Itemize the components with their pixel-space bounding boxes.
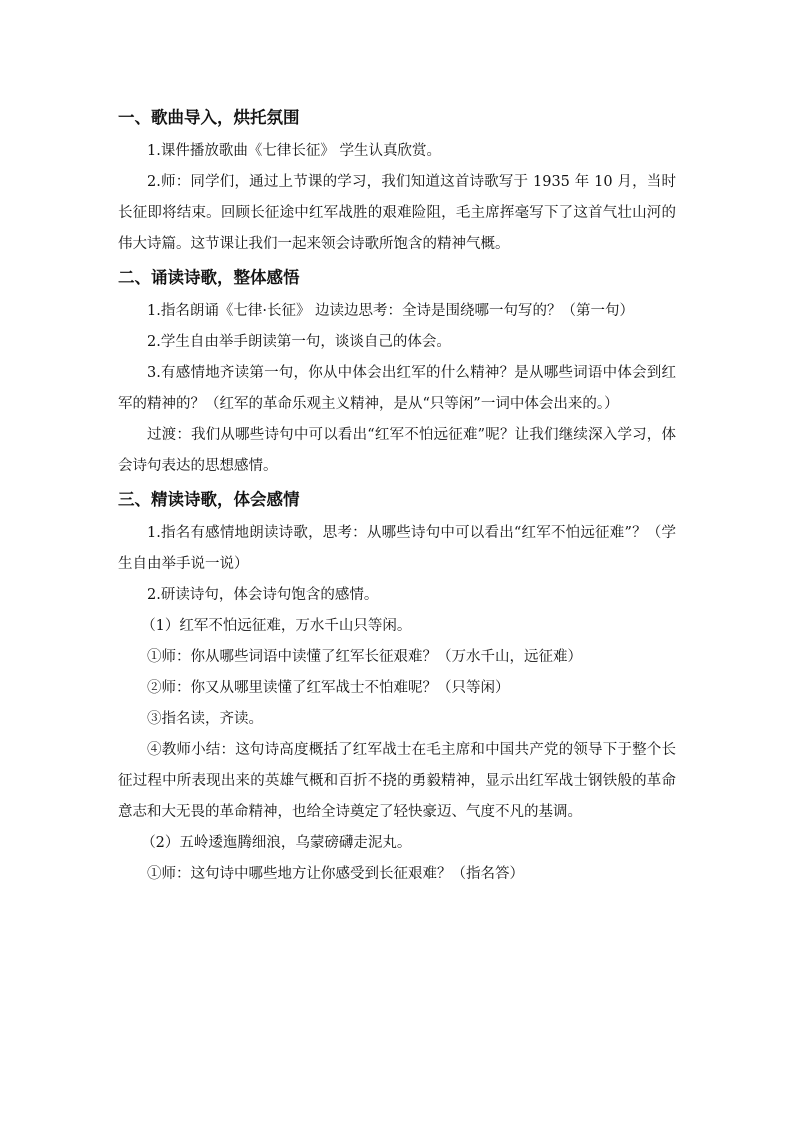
- paragraph: ①师：你从哪些词语中读懂了红军长征艰难？（万水千山，远征难）: [147, 649, 582, 665]
- paragraph: 1.指名朗诵《七律·长征》 边读边思考：全诗是围绕哪一句写的？（第一句）: [147, 303, 635, 319]
- section-heading: 二、诵读诗歌，整体感悟: [118, 268, 300, 287]
- section-recite-poem: [118, 264, 676, 482]
- paragraph: 2.师：同学们，通过上节课的学习，我们知道这首诗歌写于 1935 年 10 月，当时长征即将结束。回顾长征途中红军战胜的艰难险阻，毛主席挥毫写下了这首气壮山河的伟大诗篇。这节课让我们一起来领会诗歌所饱含的精神气概。: [118, 174, 676, 252]
- paragraph: （1）红军不怕远征难，万水千山只等闲。: [141, 618, 412, 634]
- paragraph: ②师：你又从哪里读懂了红军战士不怕难呢？（只等闲）: [147, 680, 510, 696]
- paragraph: ③指名读，齐读。: [147, 711, 263, 727]
- paragraph: 1.指名有感情地朗读诗歌，思考：从哪些诗句中可以看出“红军不怕远征难”？（学生自由举手说一说）: [118, 525, 676, 572]
- paragraph: 1.课件播放歌曲《七律长征》 学生认真欣赏。: [147, 143, 441, 159]
- paragraph: 过渡：我们从哪些诗句中可以看出“红军不怕远征难”呢？让我们继续深入学习，体会诗句表达的思想感情。: [118, 427, 676, 474]
- section-song-intro: [118, 104, 676, 260]
- paragraph: （2）五岭逶迤腾细浪，乌蒙磅礴走泥丸。: [141, 835, 412, 851]
- section-heading: 一、歌曲导入，烘托氛围: [118, 108, 300, 127]
- paragraph: 2.学生自由举手朗读第一句，谈谈自己的体会。: [147, 334, 451, 350]
- paragraph: ④教师小结：这句诗高度概括了红军战士在毛主席和中国共产党的领导下于整个长征过程中所表现出来的英雄气概和百折不挠的勇毅精神，显示出红军战士钢铁般的革命意志和大无畏的革命精神，也给全诗奠定了轻快豪迈、气度不凡的基调。: [118, 742, 676, 820]
- section-heading: 三、精读诗歌，体会感情: [118, 490, 300, 509]
- section-close-reading: [118, 486, 676, 890]
- paragraph: ①师：这句诗中哪些地方让你感受到长征艰难？（指名答）: [147, 866, 524, 882]
- paragraph: 3.有感情地齐读第一句，你从中体会出红军的什么精神？是从哪些词语中体会到红军的精神的？（红军的革命乐观主义精神，是从“只等闲”一词中体会出来的。）: [118, 365, 676, 412]
- paragraph: 2.研读诗句，体会诗句饱含的感情。: [147, 587, 379, 603]
